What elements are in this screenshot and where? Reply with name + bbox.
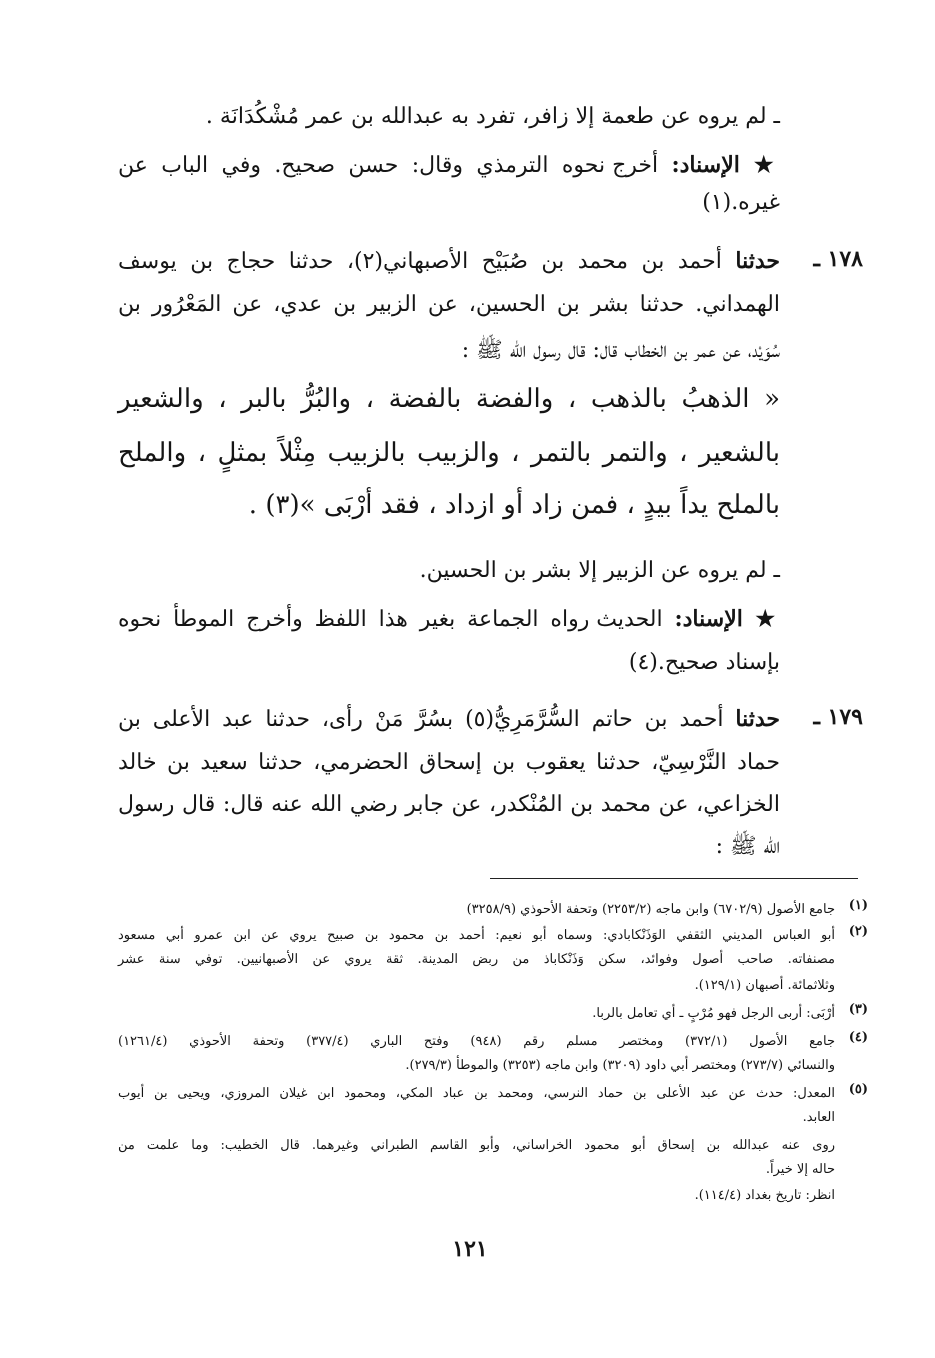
isnad-continuation: غيره.(١) (702, 190, 780, 215)
hadith-number-178: ١٧٨ ـ (813, 246, 863, 272)
hadith-178-isnad-line (118, 604, 780, 635)
footnote-line: جامع الأصول (٣٧٢/١) ومختصر مسلم رقم (٩٤٨) وفتح الباري (٣٧٧/٤) وتحفة الأحوذي (١٢٦١/٤) (118, 1034, 835, 1049)
hadith-178-chain-start: أحمد بن محمد بن صُبَيْح الأصبهاني(٢)، حدثنا حجاج بن يوسف (118, 249, 722, 274)
hadith-179-line-4: الله ﷺ : (715, 834, 780, 859)
hadith-178-matn-line-1: « الذهبُ بالذهب ، والفضة بالفضة ، والبُرُّ بالبر ، والشعير (118, 384, 780, 414)
hadith-179-line-3: الخزاعي، عن محمد بن المُنْكدر، عن جابر رضي الله عنه قال: قال رسول (118, 792, 780, 817)
footnote-line: أبو العباس المديني الثقفي الوَذَنْكابادي: وسماه أبو نعيم: أحمد بن محمود بن صبيح يروي عن ابن عمرو أبي مسعود (118, 928, 835, 943)
footnote-line: والنسائي (٢٧٣/٧) ومختصر أبي داود (٣٢٠٩) وابن ماجه (٣٢٥٣) والموطأ (٢٧٩/٣). (405, 1058, 835, 1073)
hadith-178-matn-line-3: بالملح يداً بيدٍ ، فمن زاد أو ازداد ، فقد أرْبَى »(٣) . (248, 490, 780, 520)
footnote-number: (٤) (848, 1030, 868, 1045)
hadith-178-line-1 (118, 246, 780, 277)
hadith-179-line-1 (118, 704, 780, 735)
hadith-178-lead: حدثنا (735, 248, 780, 274)
footnote-line: مصنفاته. صاحب أصول وفوائد، سكن وَذَنْكاباذ من ربض المدينة. ثقة يروي عن الأصبهانيين. توفي سنة عشر (118, 952, 835, 967)
footnote-line: حاله إلا خيراً. (765, 1162, 835, 1177)
hadith-178-matn-line-2: بالشعير ، والتمر بالتمر ، والزبيب بالزبيب مِثْلاً بمثلٍ ، والملح (118, 438, 780, 468)
hadith-number-179: ١٧٩ ـ (813, 704, 863, 730)
page-number: ١٢١ (452, 1236, 488, 1262)
footnote-line: أرْبَى: أربى الرجل فهو مُرْبٍ ـ أي تعامل بالربا. (592, 1006, 835, 1021)
hadith-179-line-2: حماد النَّرْسِيّ، حدثنا يعقوب بن إسحاق الحضرمي، حدثنا سعيد بن خالد (118, 750, 780, 775)
footnote-line: روى عنه عبدالله بن إسحاق أبو محمود الخراساني، وأبو القاسم الطبراني وغيرهما. قال الخطيب: وما علمت من (118, 1138, 835, 1153)
isnad-label: ★ الإسناد: (674, 606, 781, 632)
footnote-number: (١) (848, 898, 868, 913)
hadith-179-chain-start: أحمد بن حاتم السُّرَّمَرِيُّ(٥) بسُرَّ مَنْ رأى، حدثنا عبد الأعلى بن (118, 707, 724, 732)
footnote-separator (490, 878, 858, 879)
isnad-text: أخرج نحوه الترمذي وقال: حسن صحيح. وفي الباب عن (118, 153, 659, 178)
hadith-178-narration-note: ـ لم يروه عن الزبير إلا بشر بن الحسين. (419, 558, 780, 583)
footnote-number: (٥) (848, 1082, 868, 1097)
isnad-label: ★ الإسناد: (671, 152, 780, 178)
hadith-178-isnad-continuation: بإسناد صحيح.(٤) (628, 650, 780, 675)
hadith-178-line-2: الهمداني. حدثنا بشر بن الحسين، عن الزبير بن عدي، عن المَعْرُور بن (118, 292, 780, 317)
isnad-paragraph-line (118, 150, 780, 181)
isnad-text: الحديث رواه الجماعة بغير هذا اللفظ وأخرج الموطأ نحوه (118, 607, 663, 632)
footnote-number: (٢) (848, 924, 868, 939)
footnote-line: جامع الأصول (٦٧٠٢/٩) وابن ماجه (٢٢٥٣/٢) وتحفة الأحوذي (٣٢٥٨/٩) (466, 902, 835, 917)
footnote-number: (٣) (848, 1002, 868, 1017)
footnote-line: انظر: تاريخ بغداد (١١٤/٤). (694, 1188, 835, 1203)
footnote-line: وثلاثمائة. أصبهان (١٢٩/١). (694, 978, 835, 993)
hadith-179-lead: حدثنا (735, 706, 780, 732)
hadith-178-line-3: سُوَيْد، عن عمر بن الخطاب قال: قال رسول الله ﷺ : (461, 338, 780, 363)
footnote-line: العابد. (802, 1110, 835, 1125)
footnote-line: المعدل: حدث عن عبد الأعلى بن حماد النرسي، ومحمد بن عباد المكي، ومحمود ابن غيلان المروزي، ويحيى بن أيوب (118, 1086, 835, 1101)
narration-note-line: ـ لم يروه عن طعمة إلا زافر، تفرد به عبدالله بن عمر مُشْكُدَانَة . (205, 104, 780, 129)
